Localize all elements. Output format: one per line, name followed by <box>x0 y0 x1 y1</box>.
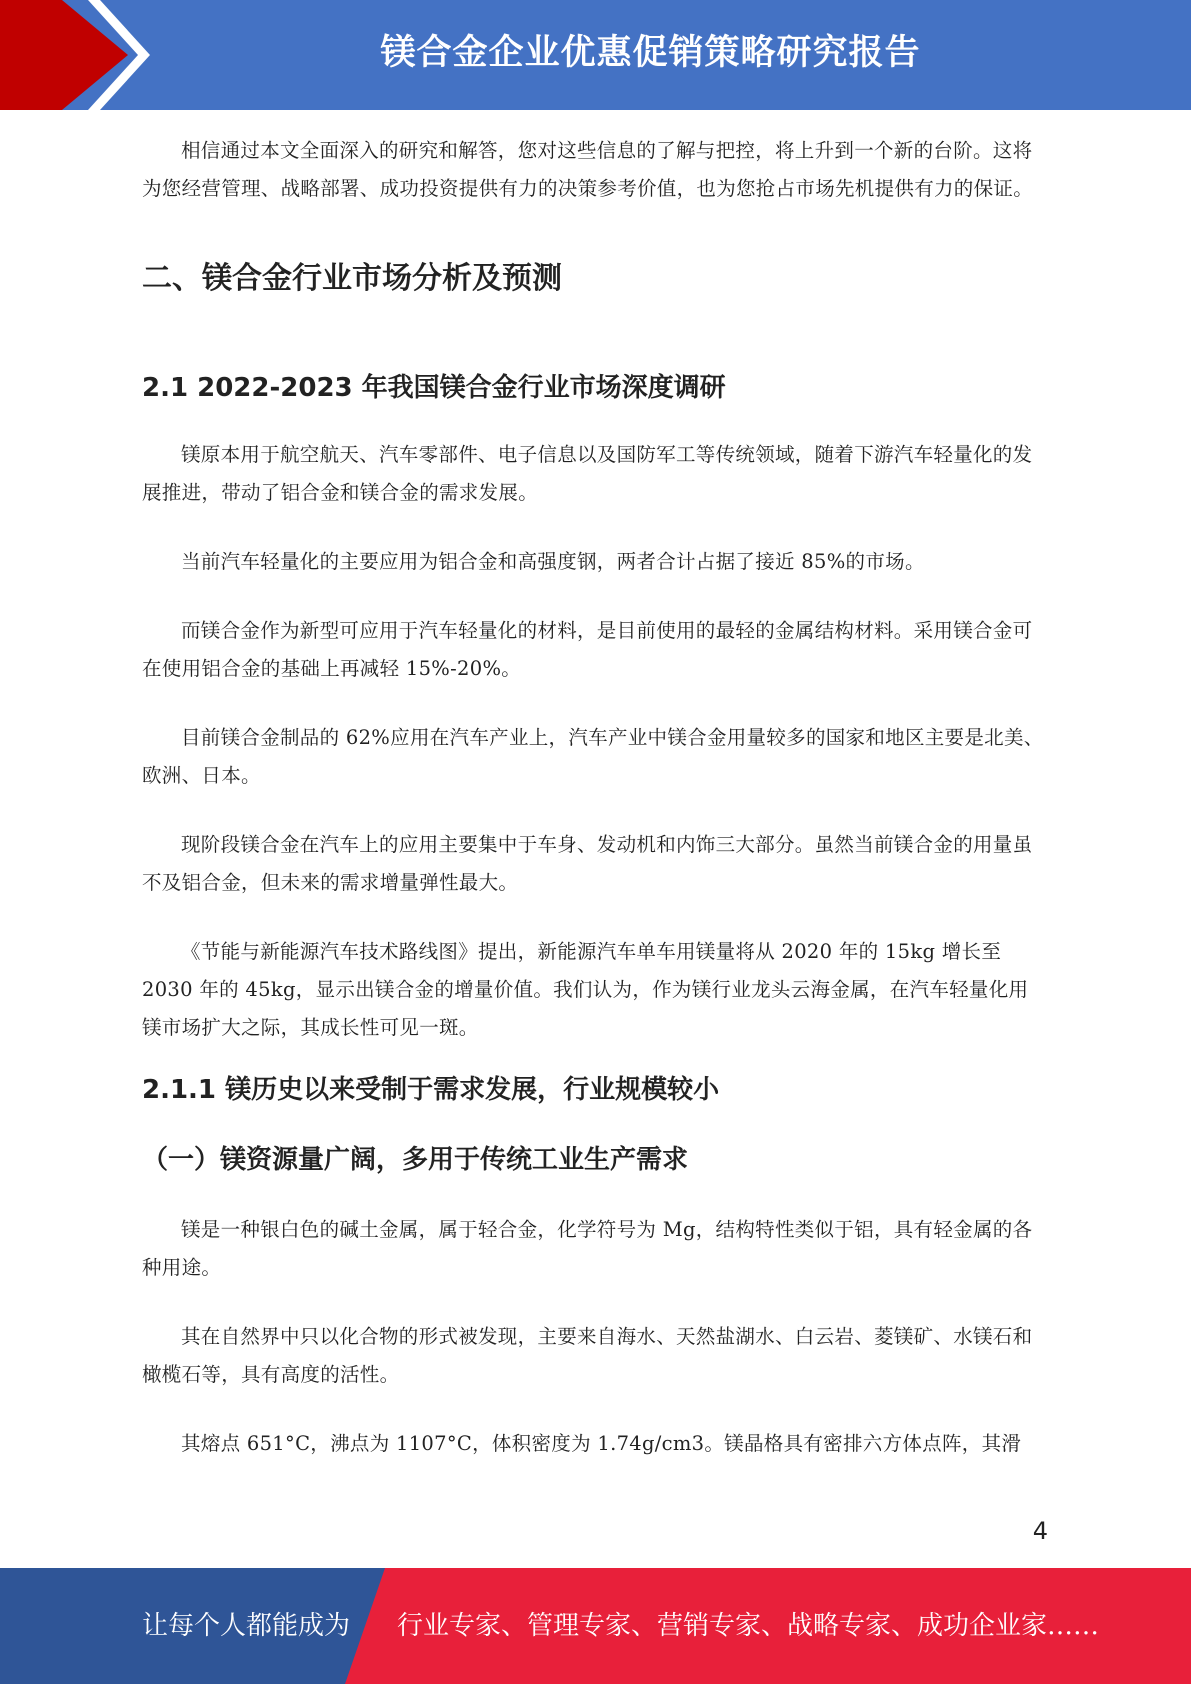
item-heading: （一）镁资源量广阔，多用于传统工业生产需求 <box>142 1145 689 1175</box>
body-paragraph: 现阶段镁合金在汽车上的应用主要集中于车身、发动机和内饰三大部分。虽然当前镁合金的用量虽不及铝合金，但未来的需求增量弹性最大。 <box>142 833 1033 894</box>
report-title: 镁合金企业优惠促销策略研究报告 <box>380 33 921 73</box>
body-paragraph: 当前汽车轻量化的主要应用为铝合金和高强度钢，两者合计占据了接近 85%的市场。 <box>181 550 925 573</box>
footer-slogan-left: 让每个人都能成为 <box>142 1611 351 1641</box>
section-heading: 二、镁合金行业市场分析及预测 <box>142 261 562 296</box>
body-paragraph: 其在自然界中只以化合物的形式被发现，主要来自海水、天然盐湖水、白云岩、菱镁矿、水镁石和橄榄石等，具有高度的活性。 <box>142 1325 1033 1386</box>
footer-slogan-right: 行业专家、管理专家、营销专家、战略专家、成功企业家…… <box>397 1611 1100 1641</box>
page-content <box>142 132 1046 1463</box>
body-paragraph: 镁是一种银白色的碱土金属，属于轻合金，化学符号为 Mg，结构特性类似于铝，具有轻金属的各种用途。 <box>142 1218 1033 1279</box>
page-footer <box>0 1568 1191 1684</box>
body-paragraph: 其熔点 651°C，沸点为 1107°C，体积密度为 1.74g/cm3。镁晶格具有密排六方体点阵，其滑 <box>181 1432 1022 1455</box>
subsection-heading: 2.1 2022-2023 年我国镁合金行业市场深度调研 <box>142 373 726 403</box>
intro-paragraph: 相信通过本文全面深入的研究和解答，您对这些信息的了解与把控，将上升到一个新的台阶。这将为您经营管理、战略部署、成功投资提供有力的决策参考价值，也为您抢占市场先机提供有力的保证。 <box>142 139 1034 200</box>
body-paragraph: 镁原本用于航空航天、汽车零部件、电子信息以及国防军工等传统领域，随着下游汽车轻量化的发展推进，带动了铝合金和镁合金的需求发展。 <box>142 443 1033 504</box>
body-paragraph: 《节能与新能源汽车技术路线图》提出，新能源汽车单车用镁量将从 2020 年的 15kg 增长至 2030 年的 45kg，显示出镁合金的增量价值。我们认为，作为镁行业龙头云海金属，在汽车轻量化用镁市场扩大之际，其成长性可见一斑。 <box>142 940 1029 1039</box>
page-number: 4 <box>1032 1517 1048 1545</box>
body-paragraph: 而镁合金作为新型可应用于汽车轻量化的材料，是目前使用的最轻的金属结构材料。采用镁合金可在使用铝合金的基础上再减轻 15%-20%。 <box>142 619 1033 680</box>
page-header <box>0 0 1191 110</box>
body-paragraph: 目前镁合金制品的 62%应用在汽车产业上，汽车产业中镁合金用量较多的国家和地区主要是北美、欧洲、日本。 <box>142 726 1044 787</box>
sub-subsection-heading: 2.1.1 镁历史以来受制于需求发展，行业规模较小 <box>142 1075 720 1105</box>
